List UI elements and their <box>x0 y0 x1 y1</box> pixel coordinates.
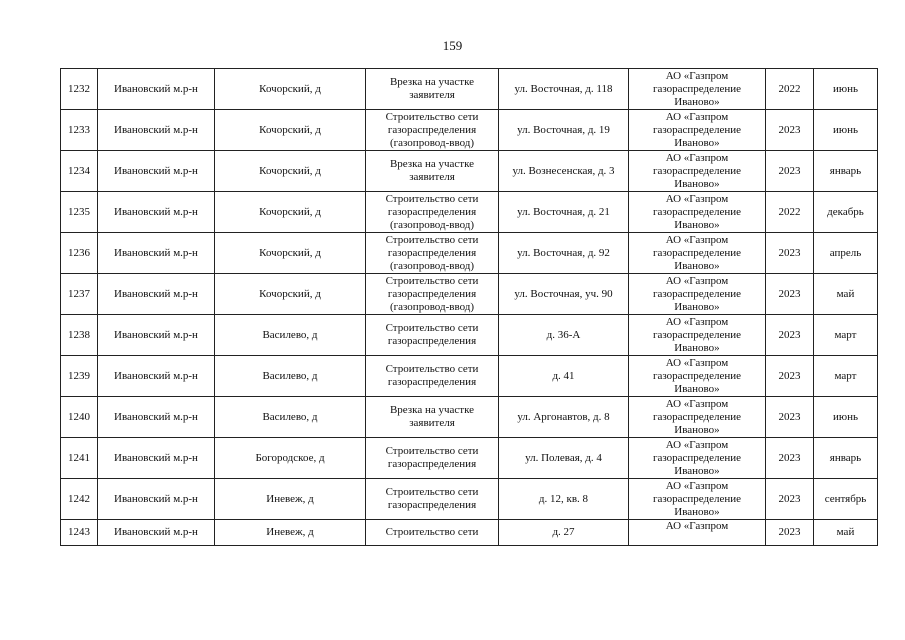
month-cell: июнь <box>814 397 878 438</box>
district-cell: Ивановский м.р-н <box>98 69 215 110</box>
district-cell: Ивановский м.р-н <box>98 397 215 438</box>
table-row <box>61 397 878 438</box>
year-cell: 2023 <box>766 479 814 520</box>
settlement-cell: Иневеж, д <box>215 520 366 546</box>
table-row <box>61 520 878 546</box>
year-cell: 2022 <box>766 69 814 110</box>
address-cell: д. 12, кв. 8 <box>499 479 629 520</box>
settlement-cell: Василево, д <box>215 315 366 356</box>
row-number: 1239 <box>61 356 98 397</box>
address-cell: д. 41 <box>499 356 629 397</box>
district-cell: Ивановский м.р-н <box>98 110 215 151</box>
month-cell: май <box>814 520 878 546</box>
owner-cell: АО «Газпром газораспределение Иваново» <box>629 479 766 520</box>
address-cell: ул. Восточная, д. 21 <box>499 192 629 233</box>
year-cell: 2023 <box>766 151 814 192</box>
year-cell: 2023 <box>766 274 814 315</box>
month-cell: сентябрь <box>814 479 878 520</box>
settlement-cell: Иневеж, д <box>215 479 366 520</box>
gasification-table <box>60 68 878 546</box>
district-cell: Ивановский м.р-н <box>98 315 215 356</box>
address-cell: ул. Вознесенская, д. 3 <box>499 151 629 192</box>
district-cell: Ивановский м.р-н <box>98 356 215 397</box>
table-row <box>61 151 878 192</box>
table-row <box>61 438 878 479</box>
district-cell: Ивановский м.р-н <box>98 274 215 315</box>
row-number: 1240 <box>61 397 98 438</box>
work-type-cell: Строительство сети газораспределения (газопровод-ввод) <box>366 274 499 315</box>
work-type-cell: Строительство сети <box>366 520 499 546</box>
settlement-cell: Кочорский, д <box>215 233 366 274</box>
table-row <box>61 110 878 151</box>
table-row <box>61 315 878 356</box>
settlement-cell: Богородское, д <box>215 438 366 479</box>
row-number: 1238 <box>61 315 98 356</box>
table-row <box>61 233 878 274</box>
page-number: 159 <box>442 38 463 53</box>
year-cell: 2023 <box>766 356 814 397</box>
work-type-cell: Врезка на участке заявителя <box>366 151 499 192</box>
year-cell: 2023 <box>766 315 814 356</box>
month-cell: апрель <box>814 233 878 274</box>
table-body <box>61 69 878 546</box>
year-cell: 2023 <box>766 110 814 151</box>
table-row <box>61 192 878 233</box>
district-cell: Ивановский м.р-н <box>98 233 215 274</box>
month-cell: март <box>814 315 878 356</box>
owner-cell: АО «Газпром газораспределение Иваново» <box>629 192 766 233</box>
work-type-cell: Строительство сети газораспределения <box>366 479 499 520</box>
district-cell: Ивановский м.р-н <box>98 192 215 233</box>
settlement-cell: Василево, д <box>215 356 366 397</box>
table-row <box>61 479 878 520</box>
owner-cell: АО «Газпром газораспределение Иваново» <box>629 397 766 438</box>
settlement-cell: Кочорский, д <box>215 274 366 315</box>
row-number: 1243 <box>61 520 98 546</box>
settlement-cell: Кочорский, д <box>215 69 366 110</box>
owner-cell: АО «Газпром газораспределение Иваново» <box>629 233 766 274</box>
owner-cell: АО «Газпром газораспределение Иваново» <box>629 151 766 192</box>
settlement-cell: Кочорский, д <box>215 151 366 192</box>
work-type-cell: Строительство сети газораспределения (газопровод-ввод) <box>366 192 499 233</box>
table-row <box>61 69 878 110</box>
settlement-cell: Василево, д <box>215 397 366 438</box>
work-type-cell: Строительство сети газораспределения <box>366 356 499 397</box>
row-number: 1242 <box>61 479 98 520</box>
work-type-cell: Врезка на участке заявителя <box>366 397 499 438</box>
district-cell: Ивановский м.р-н <box>98 479 215 520</box>
row-number: 1233 <box>61 110 98 151</box>
month-cell: январь <box>814 151 878 192</box>
row-number: 1237 <box>61 274 98 315</box>
work-type-cell: Врезка на участке заявителя <box>366 69 499 110</box>
owner-cell: АО «Газпром газораспределение Иваново» <box>629 110 766 151</box>
district-cell: Ивановский м.р-н <box>98 520 215 546</box>
month-cell: июнь <box>814 69 878 110</box>
address-cell: ул. Восточная, уч. 90 <box>499 274 629 315</box>
address-cell: ул. Полевая, д. 4 <box>499 438 629 479</box>
month-cell: июнь <box>814 110 878 151</box>
row-number: 1235 <box>61 192 98 233</box>
address-cell: ул. Восточная, д. 118 <box>499 69 629 110</box>
row-number: 1241 <box>61 438 98 479</box>
owner-cell: АО «Газпром газораспределение Иваново» <box>629 356 766 397</box>
owner-cell: АО «Газпром газораспределение Иваново» <box>629 69 766 110</box>
address-cell: д. 27 <box>499 520 629 546</box>
address-cell: д. 36-А <box>499 315 629 356</box>
address-cell: ул. Аргонавтов, д. 8 <box>499 397 629 438</box>
month-cell: март <box>814 356 878 397</box>
row-number: 1232 <box>61 69 98 110</box>
year-cell: 2023 <box>766 520 814 546</box>
month-cell: декабрь <box>814 192 878 233</box>
address-cell: ул. Восточная, д. 19 <box>499 110 629 151</box>
settlement-cell: Кочорский, д <box>215 192 366 233</box>
owner-cell: АО «Газпром газораспределение Иваново» <box>629 438 766 479</box>
owner-cell: АО «Газпром газораспределение Иваново» <box>629 315 766 356</box>
settlement-cell: Кочорский, д <box>215 110 366 151</box>
district-cell: Ивановский м.р-н <box>98 151 215 192</box>
year-cell: 2023 <box>766 438 814 479</box>
row-number: 1236 <box>61 233 98 274</box>
table-row <box>61 356 878 397</box>
owner-cell: АО «Газпром газораспределение Иваново» <box>629 274 766 315</box>
year-cell: 2023 <box>766 397 814 438</box>
month-cell: май <box>814 274 878 315</box>
year-cell: 2023 <box>766 233 814 274</box>
year-cell: 2022 <box>766 192 814 233</box>
owner-cell: АО «Газпром <box>629 520 766 546</box>
table-row <box>61 274 878 315</box>
work-type-cell: Строительство сети газораспределения <box>366 438 499 479</box>
work-type-cell: Строительство сети газораспределения <box>366 315 499 356</box>
row-number: 1234 <box>61 151 98 192</box>
work-type-cell: Строительство сети газораспределения (газопровод-ввод) <box>366 110 499 151</box>
address-cell: ул. Восточная, д. 92 <box>499 233 629 274</box>
district-cell: Ивановский м.р-н <box>98 438 215 479</box>
month-cell: январь <box>814 438 878 479</box>
work-type-cell: Строительство сети газораспределения (газопровод-ввод) <box>366 233 499 274</box>
